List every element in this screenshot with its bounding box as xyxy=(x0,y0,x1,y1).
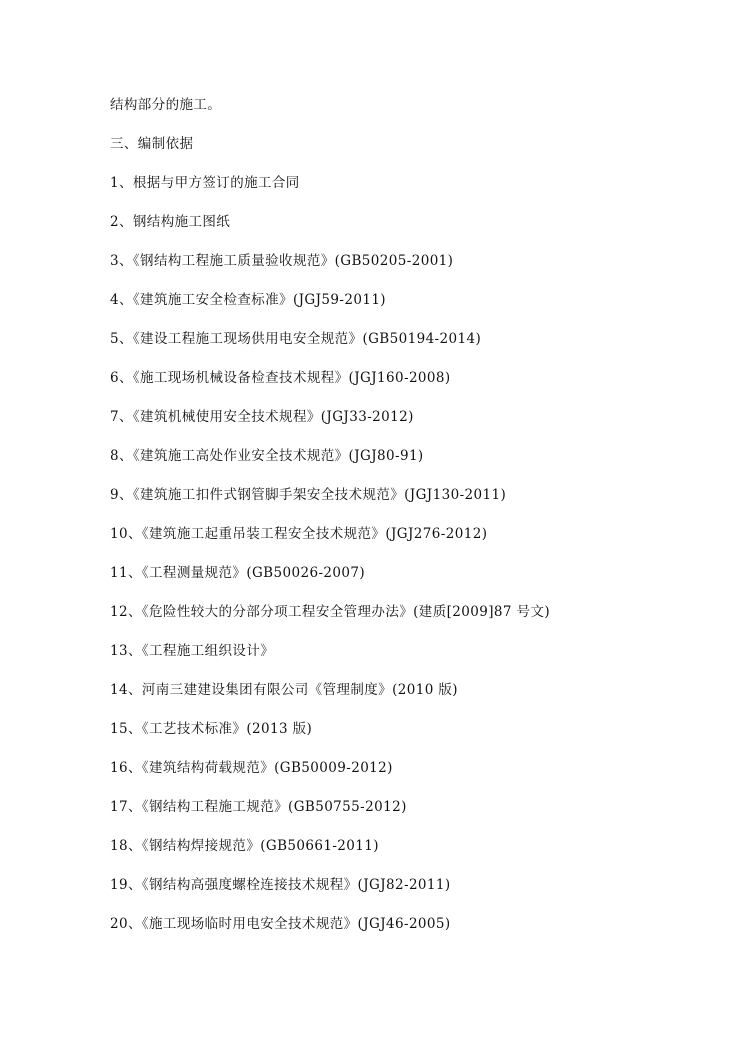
reference-item-1: 1、根据与甲方签订的施工合同 xyxy=(110,175,300,191)
reference-item-7: 7、《建筑机械使用安全技术规程》(JGJ33-2012) xyxy=(110,409,414,425)
reference-item-9: 9、《建筑施工扣件式钢管脚手架安全技术规范》(JGJ130-2011) xyxy=(110,487,507,503)
reference-item-2: 2、钢结构施工图纸 xyxy=(110,214,231,230)
reference-item-18: 18、《钢结构焊接规范》(GB50661-2011) xyxy=(110,838,379,854)
reference-item-8: 8、《建筑施工高处作业安全技术规范》(JGJ80-91) xyxy=(110,448,424,464)
reference-item-19: 19、《钢结构高强度螺栓连接技术规程》(JGJ82-2011) xyxy=(110,877,451,893)
reference-item-14: 14、河南三建建设集团有限公司《管理制度》(2010 版) xyxy=(110,682,458,698)
reference-item-13: 13、《工程施工组织设计》 xyxy=(110,643,275,659)
reference-item-10: 10、《建筑施工起重吊装工程安全技术规范》(JGJ276-2012) xyxy=(110,526,488,542)
reference-item-6: 6、《施工现场机械设备检查技术规程》(JGJ160-2008) xyxy=(110,370,451,386)
text-line-continuation: 结构部分的施工。 xyxy=(110,97,222,113)
reference-item-11: 11、《工程测量规范》(GB50026-2007) xyxy=(110,565,366,581)
document-body xyxy=(110,92,710,950)
reference-item-15: 15、《工艺技术标准》(2013 版) xyxy=(110,721,313,737)
reference-item-20: 20、《施工现场临时用电安全技术规范》(JGJ46-2005) xyxy=(110,916,451,932)
reference-item-5: 5、《建设工程施工现场供用电安全规范》(GB50194-2014) xyxy=(110,331,482,347)
section-heading: 三、编制依据 xyxy=(110,136,194,152)
reference-item-4: 4、《建筑施工安全检查标准》(JGJ59-2011) xyxy=(110,292,386,308)
reference-item-12: 12、《危险性较大的分部分项工程安全管理办法》(建质[2009]87 号文) xyxy=(110,604,551,620)
reference-item-16: 16、《建筑结构荷载规范》(GB50009-2012) xyxy=(110,760,393,776)
reference-item-3: 3、《钢结构工程施工质量验收规范》(GB50205-2001) xyxy=(110,253,454,269)
reference-item-17: 17、《钢结构工程施工规范》(GB50755-2012) xyxy=(110,799,407,815)
